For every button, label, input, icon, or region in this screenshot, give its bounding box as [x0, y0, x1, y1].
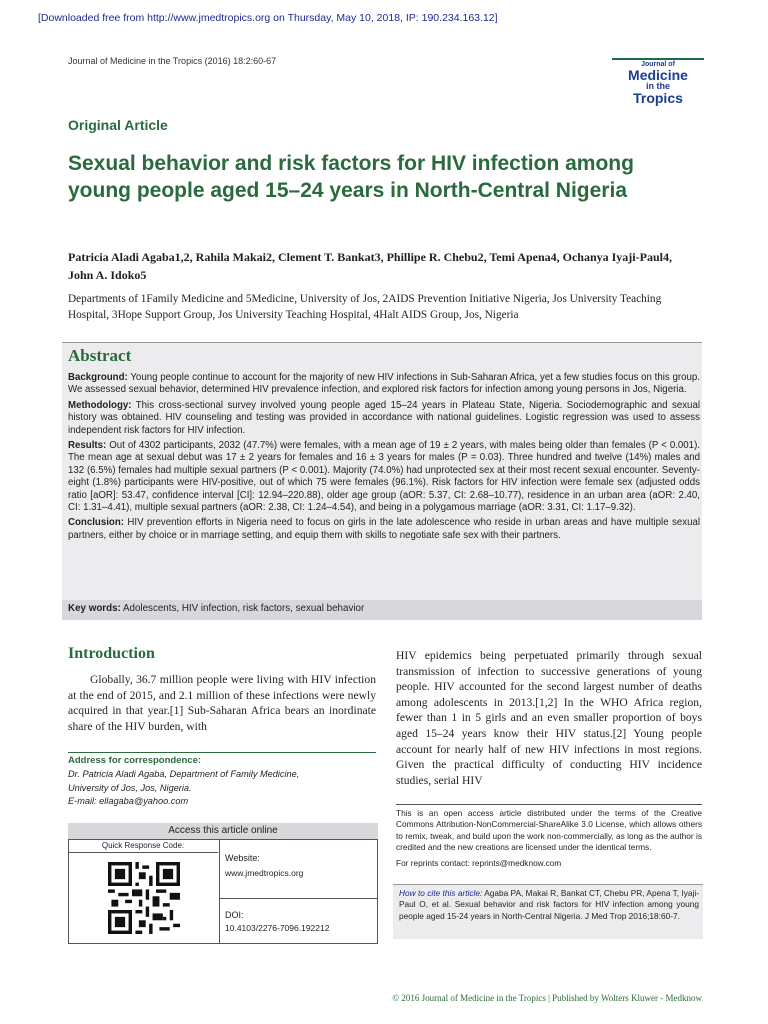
doi-label: DOI: [225, 910, 244, 920]
qr-label: Quick Response Code: [68, 840, 218, 853]
abstract-heading: Abstract [68, 346, 132, 365]
journal-citation: Journal of Medicine in the Tropics (2016) 18:2:60-67 [68, 56, 277, 66]
abstract-methodology: Methodology: This cross-sectional survey involved young people aged 15–24 years in Plateau State, Nigeria. Sociodemographic and sexual history was obtained. HIV counseling and testing was provided in accordance with national guidelines. Logistic regression was used to assess independent risk factors for HIV infection. [68, 399, 700, 436]
abstract-results: Results: Out of 4302 participants, 2032 (47.7%) were females, with a mean age of 19 ± 2 years, with males being older than females (P < 0.001). The mean age at sexual debut was 17 ± 2 years for females and 16 ± 3 years for males (P = 0.03). Three hundred and twelve (14%) males and 132 (6.5%) females had multiple sexual partners (P < 0.001). Majority (74.0%) had unprotected sex at their most recent sexual encounter. Seventy-eight (1.8%) participants were HIV-positive, out of which 75 were females (96.1%). Risk factors for HIV infection were female sex (adjusted odds ratio [aOR]: 53.47, confidence interval [CI]: 12.94–220.88), older age group (aOR: 5.37, CI: 2.68–10.77), residence in an urban area (aOR: 2.40, CI: 1.31–4.41), multiple sexual partners (aOR: 2.38, CI: 1.24–4.54), and being in a polygamous marriage (aOR: 3.31, CI: 1.17–9.32). [68, 440, 700, 514]
author-list: Patricia Aladi Agaba1,2, Rahila Makai2, Clement T. Bankat3, Phillipe R. Chebu2, Temi Apena4, Ochanya Iyaji-Paul4, John A. Idoko5 [68, 250, 672, 282]
divider [219, 840, 220, 943]
divider [68, 752, 376, 753]
abstract-body [68, 372, 700, 545]
abstract-conclusion: Conclusion: HIV prevention efforts in Nigeria need to focus on girls in the late adolescence who reside in urban areas and have multiple sexual partners, either by choice or in marriage setting, and equip them with skills to negotiate safe sex with their partners. [68, 517, 700, 541]
download-notice: [Downloaded free from http://www.jmedtropics.org on Thursday, May 10, 2018, IP: 190.234.163.12] [38, 12, 498, 24]
website-link[interactable]: www.jmedtropics.org [225, 868, 304, 878]
introduction-heading: Introduction [68, 645, 155, 662]
logo-line2: Medicine [628, 67, 688, 83]
keywords: Key words: Adolescents, HIV infection, risk factors, sexual behavior [68, 603, 365, 614]
affiliations: Departments of 1Family Medicine and 5Medicine, University of Jos, 2AIDS Prevention Initiative Nigeria, Jos University Teaching Hospital, 3Hope Support Group, Jos University Teaching Hospital, 4Halt AIDS Group, Jos, Nigeria [68, 293, 662, 321]
logo-line3: in the [646, 81, 670, 91]
intro-column-1: Globally, 36.7 million people were living with HIV infection at the end of 2015, and 2.1 million of these infections were newly acquired in that year.[1] Sub-Saharan Africa bears an inordinate share of the HIV burden, with [68, 673, 376, 733]
logo-line4: Tropics [633, 90, 683, 106]
qr-code-icon[interactable] [108, 862, 180, 934]
logo-line1: Journal of [641, 61, 675, 68]
access-heading: Access this article online [68, 823, 378, 840]
abstract-background: Background: Young people continue to account for the majority of new HIV infections in Sub-Saharan Africa, yet a few studies focus on this group. We assessed sexual behavior, determined HIV prevalence infection, and explored risk factors for infection among young persons in Jos, Nigeria. [68, 372, 700, 396]
correspondence-body: Dr. Patricia Aladi Agaba, Department of Family Medicine, University of Jos, Jos, Nigeria. E-mail: ellagaba@yahoo.com [68, 769, 300, 806]
doi-link[interactable]: 10.4103/2276-7096.192212 [225, 923, 330, 933]
correspondence-heading: Address for correspondence: [68, 755, 202, 766]
divider [396, 804, 702, 805]
reprints-contact: For reprints contact: reprints@medknow.com [396, 858, 562, 868]
citation: How to cite this article: Agaba PA, Makai R, Bankat CT, Chebu PR, Apena T, Iyaji-Paul O, et al. Sexual behavior and risk factors for HIV infection among young people aged 15-24 years in North-Central Nigeria. J Med Trop 2016;18:60-7. [399, 888, 699, 921]
journal-logo [612, 58, 704, 105]
open-access-notice: This is an open access article distributed under the terms of the Creative Commons Attribution-NonCommercial-ShareAlike 3.0 License, which allows others to remix, tweak, and build upon the work non-commercially, as long as the author is credited and the new creations are licensed under the identical terms. [396, 808, 702, 852]
intro-column-2: HIV epidemics being perpetuated primarily through sexual transmission of infection to successive generations of young people. HIV accounted for the second largest number of deaths among adolescents in 2013.[1,2] In the WHO Africa region, fewer than 1 in 5 girls and an even smaller proportion of boys aged 15–24 years know their HIV status.[2] Young people account for nearly half of new HIV infections in most regions. Given the practical difficulty of conducting HIV incidence studies, serial HIV [396, 649, 702, 787]
website-label: Website: [225, 853, 260, 863]
article-title: Sexual behavior and risk factors for HIV infection among young people aged 15–24 years in North-Central Nigeria [68, 152, 634, 202]
article-type: Original Article [68, 117, 168, 133]
divider [219, 898, 377, 899]
